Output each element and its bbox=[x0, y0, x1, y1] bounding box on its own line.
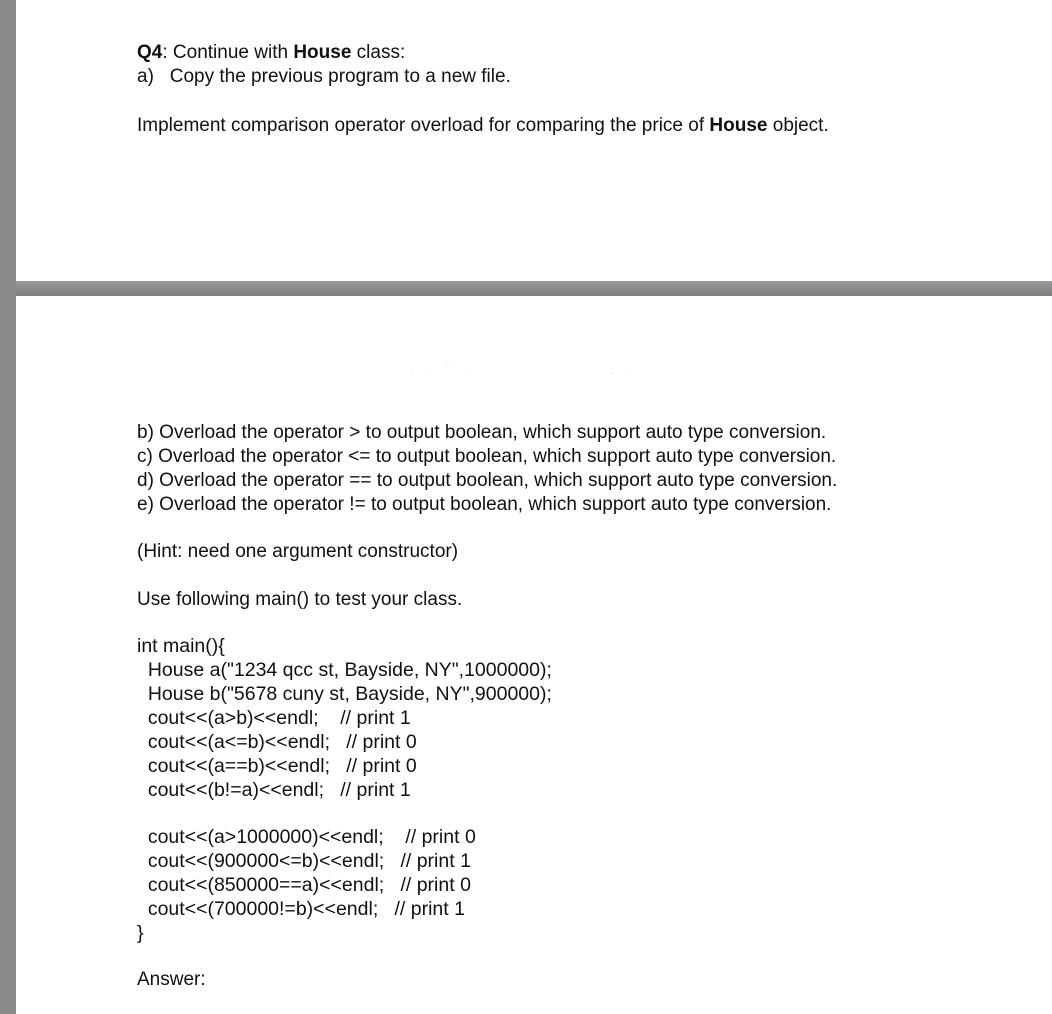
code-line: cout<<(850000==a)<<endl; // print 0 bbox=[137, 874, 471, 896]
code-line: House b("5678 cuny st, Bayside, NY",900000); bbox=[137, 683, 552, 705]
item-c: c) Overload the operator <= to output boolean, which support auto type conversion. bbox=[137, 446, 837, 467]
code-line: House a("1234 qcc st, Bayside, NY",1000000); bbox=[137, 659, 552, 681]
question-title-class: House bbox=[293, 42, 352, 63]
implement-class: House bbox=[709, 115, 768, 136]
question-title bbox=[137, 41, 405, 65]
question-title-suffix: class: bbox=[351, 42, 406, 63]
page-separator bbox=[16, 281, 1052, 296]
code-line: cout<<(a>1000000)<<endl; // print 0 bbox=[137, 826, 476, 848]
question-title-text: : Continue with bbox=[162, 42, 294, 63]
implement-suffix: object. bbox=[767, 115, 829, 136]
code-line: cout<<(a<=b)<<endl; // print 0 bbox=[137, 731, 417, 753]
question-label: Q4 bbox=[137, 42, 163, 63]
item-a: a) Copy the previous program to a new file. bbox=[137, 66, 511, 87]
scan-smudge: . · bbox=[610, 366, 637, 377]
item-e: e) Overload the operator != to output boolean, which support auto type conversion. bbox=[137, 494, 832, 515]
item-b: b) Overload the operator > to output boolean, which support auto type conversion. bbox=[137, 422, 827, 443]
code-line: cout<<(900000<=b)<<endl; // print 1 bbox=[137, 850, 471, 872]
code-line: cout<<(b!=a)<<endl; // print 1 bbox=[137, 779, 411, 801]
code-line: cout<<(a>b)<<endl; // print 1 bbox=[137, 707, 411, 729]
item-d: d) Overload the operator == to output boolean, which support auto type conversion. bbox=[137, 470, 838, 491]
code-line: cout<<(a==b)<<endl; // print 0 bbox=[137, 755, 417, 777]
implement-instruction bbox=[137, 114, 829, 138]
hint: (Hint: need one argument constructor) bbox=[137, 541, 459, 562]
use-main-instruction: Use following main() to test your class. bbox=[137, 589, 463, 610]
code-close: } bbox=[137, 922, 144, 944]
code-line: cout<<(700000!=b)<<endl; // print 1 bbox=[137, 898, 465, 920]
code-open: int main(){ bbox=[137, 635, 225, 657]
implement-text: Implement comparison operator overload for comparing the price of bbox=[137, 115, 710, 136]
scan-smudge: · · ` · bbox=[410, 366, 474, 377]
answer-label: Answer: bbox=[137, 969, 206, 990]
